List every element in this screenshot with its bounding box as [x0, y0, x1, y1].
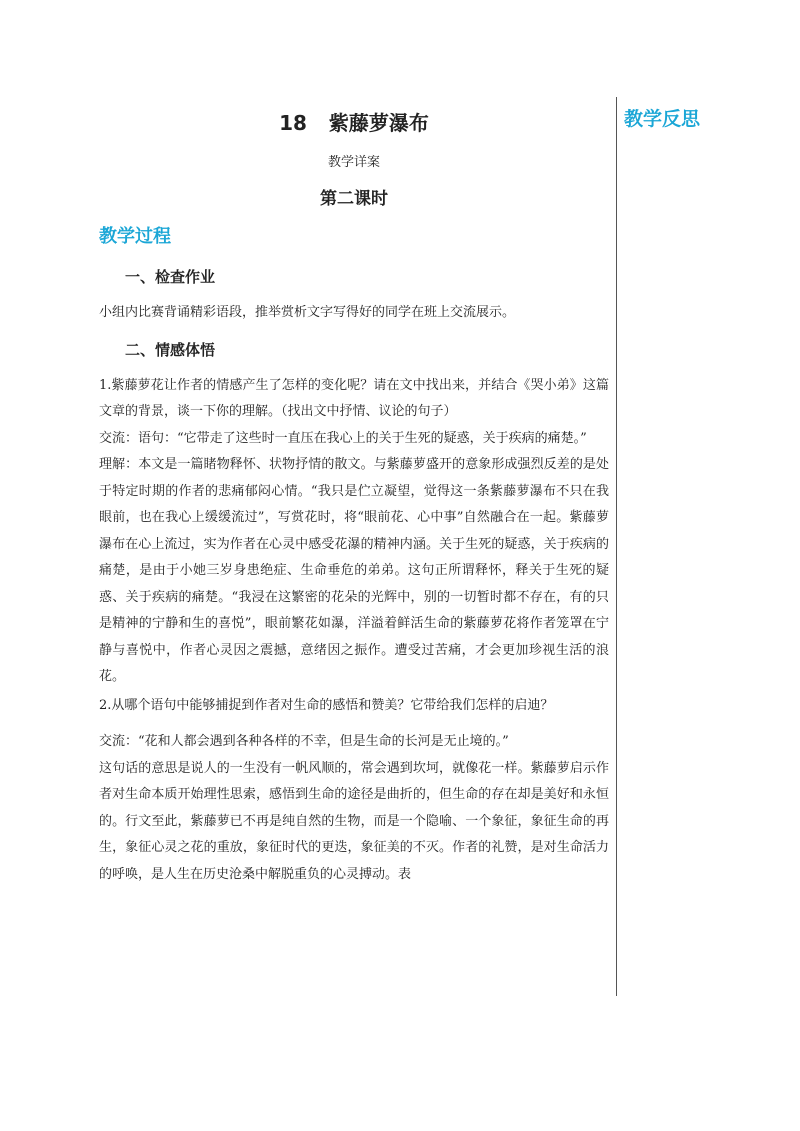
- question-1: 1.紫藤萝花让作者的情感产生了怎样的变化呢？请在文中找出来，并结合《哭小弟》这篇文章的背景，谈一下你的理解。（找出文中抒情、议论的句子）: [99, 377, 609, 419]
- lesson-title: [99, 107, 609, 135]
- lesson-number: 18: [279, 111, 307, 135]
- part1-text: 小组内比赛背诵精彩语段，推举赏析文字写得好的同学在班上交流展示。: [99, 305, 516, 320]
- lesson-period: 第二课时: [320, 189, 388, 209]
- answer-2-text: 这句话的意思是说人的一生没有一帆风顺的，常会遇到坎坷，就像花一样。紫藤萝启示作者对生命本质开始理性思索，感悟到生命的途径是曲折的，但生命的存在却是美好和永恒的。行文至此，紫藤萝已不再是纯自然的生物，而是一个隐喻、一个象征，象征生命的再生，象征心灵之花的重放，象征时代的更迭，象征美的不灭。作者的礼赞，是对生命活力的呼唤，是人生在历史沧桑中解脱重负的心灵搏动。表: [99, 760, 609, 882]
- answer-1-exchange: 交流：语句：“它带走了这些时一直压在我心上的关于生死的疑惑，关于疾病的痛楚。”: [99, 430, 587, 446]
- reflection-column-title: 教学反思: [624, 108, 701, 130]
- question-2: 2.从哪个语句中能够捕捉到作者对生命的感悟和赞美？它带给我们怎样的启迪？: [99, 697, 554, 713]
- lesson-plan-body: [99, 96, 609, 888]
- answer-1-understanding: 理解：本文是一篇睹物释怀、状物抒情的散文。与紫藤萝盛开的意象形成强烈反差的是处于特定时期的作者的悲痛郁闷心情。“我只是伫立凝望，觉得这一条紫藤萝瀑布不只在我眼前，也在我心上缓缓流过”，写赏花时，将“眼前花、心中事”自然融合在一起。紫藤萝瀑布在心上流过，实为作者在心灵中感受花瀑的精神内涵。关于生死的疑惑，关于疾病的痛楚，是由于小她三岁身患绝症、生命垂危的弟弟。这句正所谓释怀，释关于生死的疑惑、关于疾病的痛楚。“我浸在这繁密的花朵的光辉中，别的一切暂时都不存在，有的只是精神的宁静和生的喜悦”，眼前繁花如瀑，洋溢着鲜活生命的紫藤萝花将作者笼罩在宁静与喜悦中，作者心灵因之震撼，意绪因之振作。遭受过苦痛，才会更加珍视生活的浪花。: [99, 457, 609, 684]
- section-title: 教学过程: [99, 226, 171, 247]
- lesson-subtitle: 教学详案: [327, 155, 380, 170]
- column-divider: [616, 97, 617, 996]
- part2-heading: 二、情感体悟: [125, 340, 216, 359]
- answer-2-exchange: 交流：“花和人都会遇到各种各样的不幸，但是生命的长河是无止境的。”: [99, 734, 509, 749]
- lesson-title-text: 紫藤萝瀑布: [328, 111, 429, 135]
- part1-heading: 一、检查作业: [125, 268, 216, 286]
